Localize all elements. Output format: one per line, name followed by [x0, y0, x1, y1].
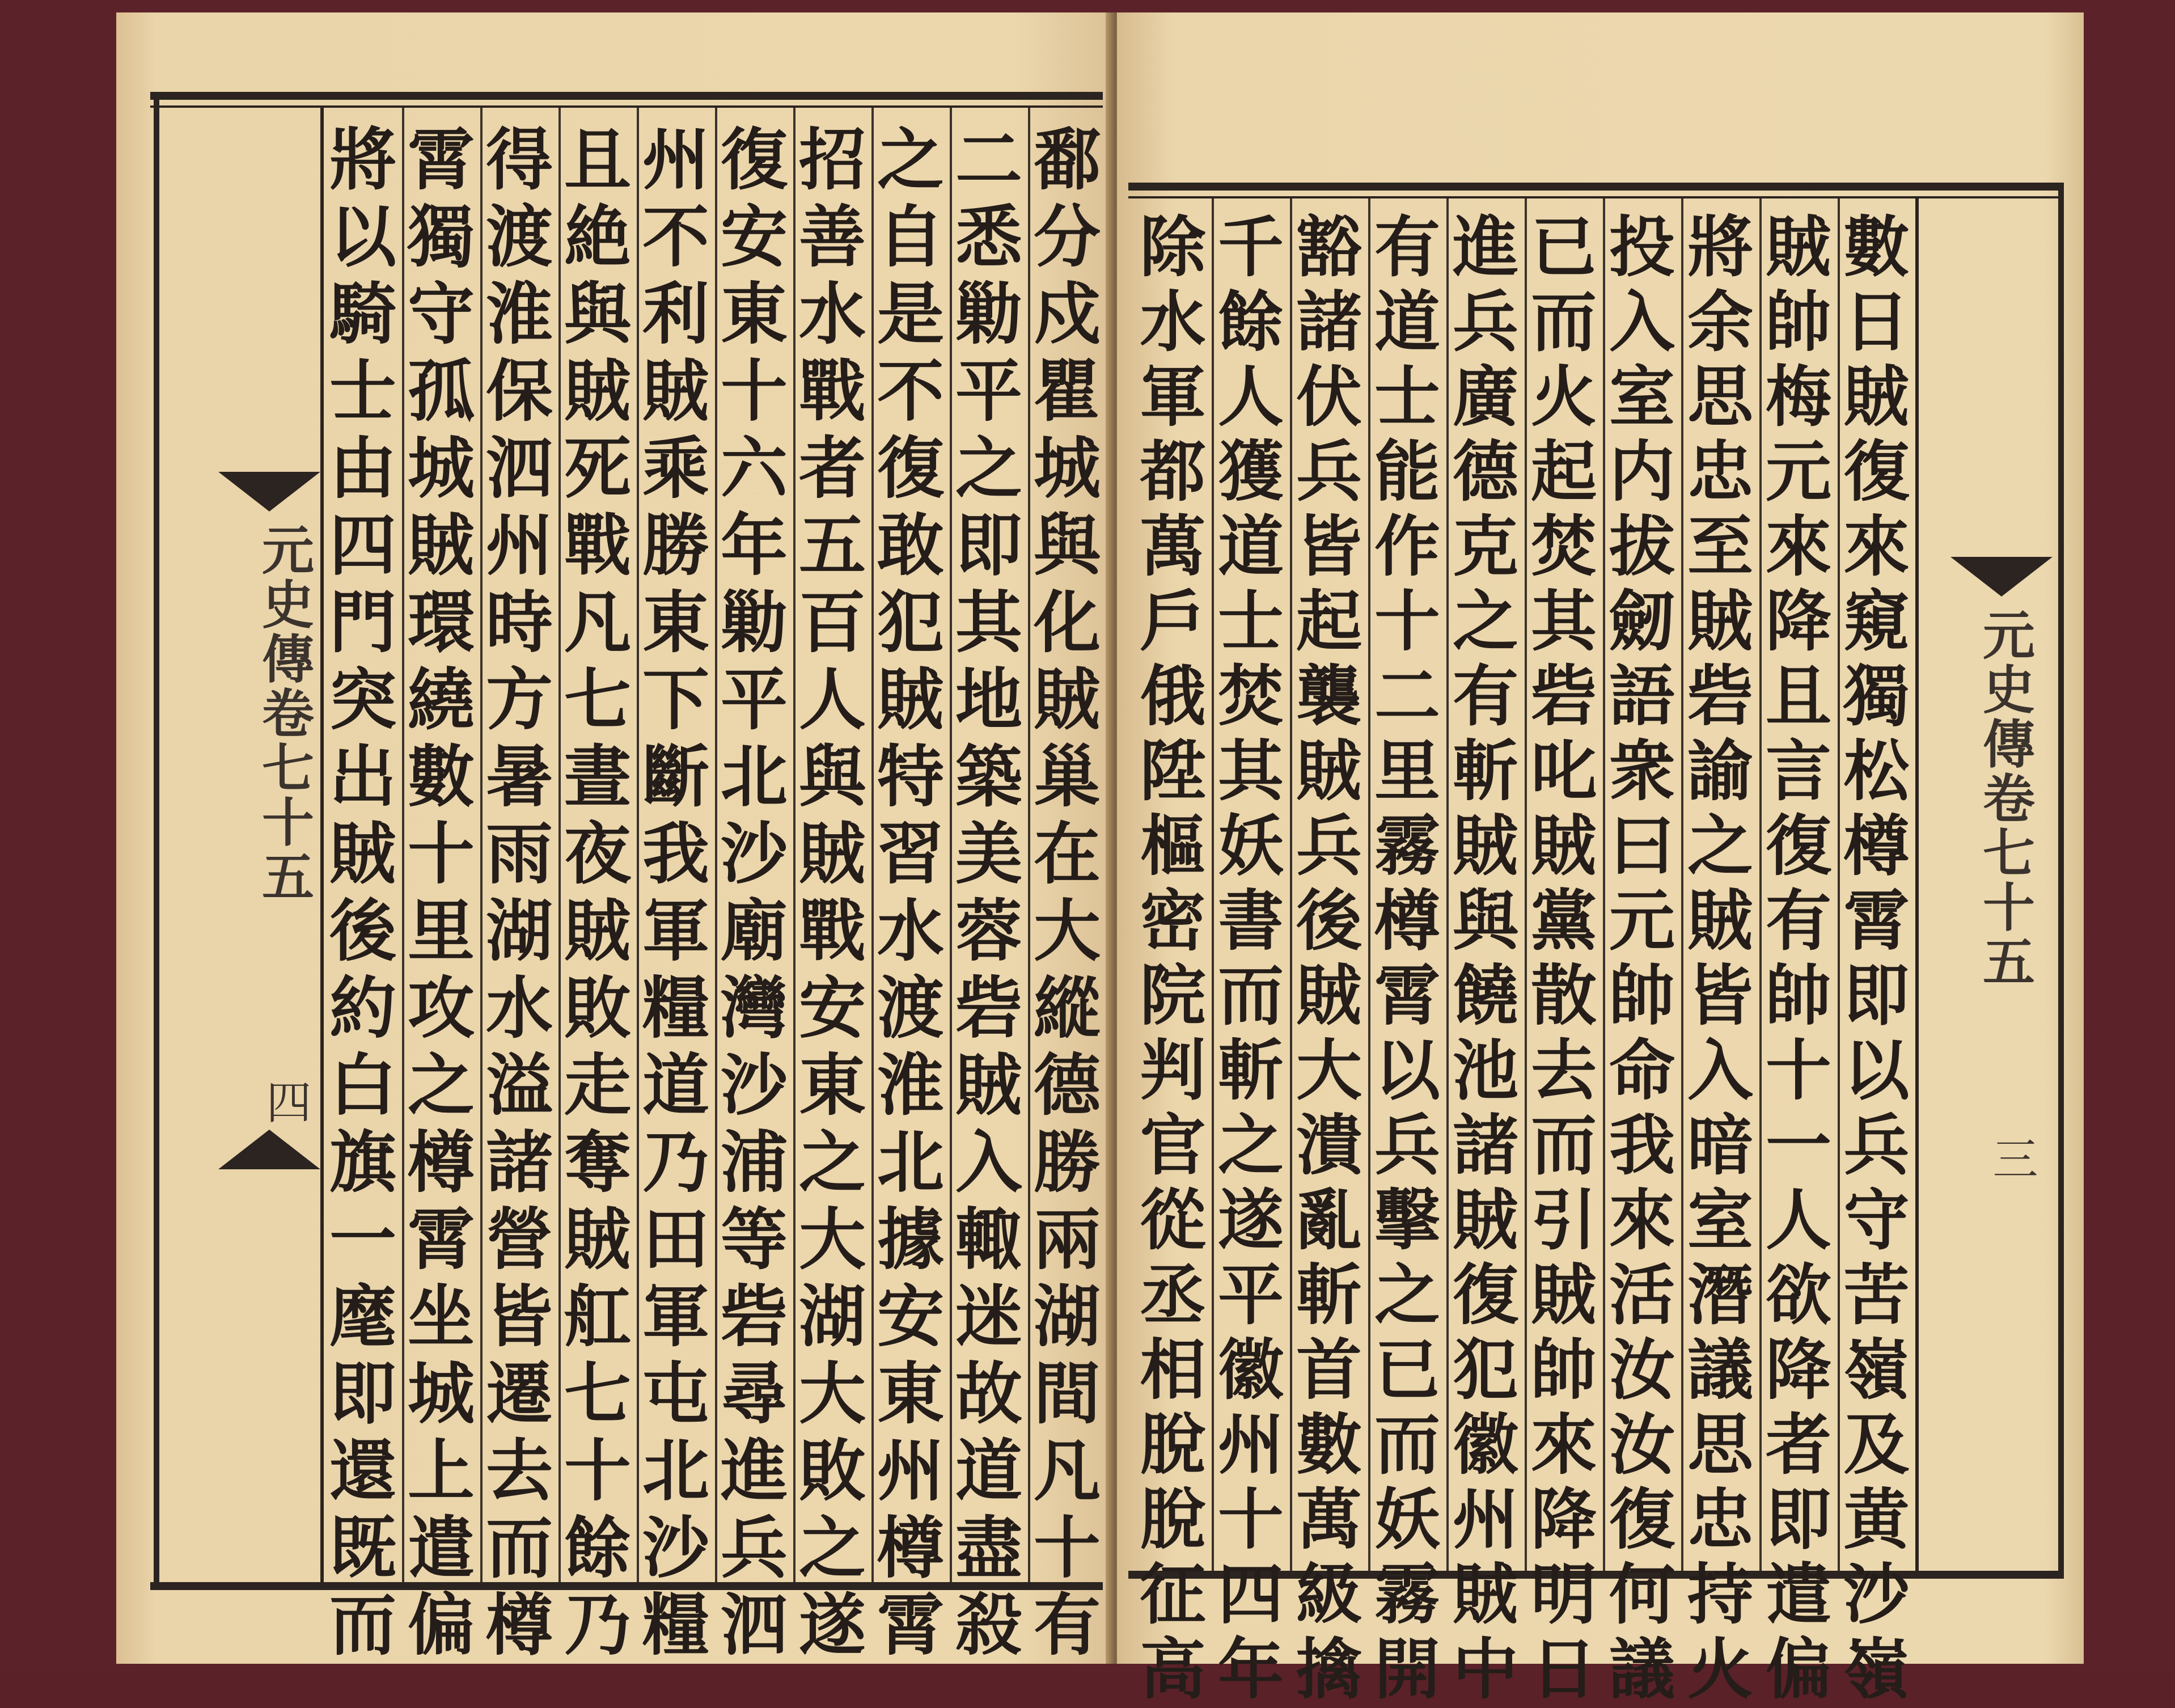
left-page — [116, 12, 1111, 1664]
left-column-2: 二 悉 勦 平 之 即 其 地 築 美 蓉 砦 賊 入 輙 迷 故 道 盡 殺 — [955, 120, 1022, 1664]
right-page — [1117, 12, 2084, 1708]
right-spine-page-number: 三 — [1985, 1135, 2038, 1181]
right-column-10: 除 水 軍 都 萬 戶 俄 陞 樞 密 院 判 官 從 丞 相 脫 脫 征 高 — [1140, 209, 1206, 1708]
left-left-rule — [154, 92, 159, 1589]
right-spine-title: 元史傳卷七十五 — [1974, 608, 2036, 989]
left-column-8: 得 渡 淮 保 泗 州 時 方 暑 雨 湖 水 溢 諸 營 皆 遷 去 而 樽 — [485, 120, 553, 1664]
left-column-5: 復 安 東 十 六 年 勦 平 北 沙 廟 灣 沙 浦 等 砦 尋 進 兵 泗 — [720, 120, 788, 1664]
right-column-2: 賊 帥 梅 元 來 降 且 言 復 有 帥 十 一 人 欲 降 者 即 遣 偏 — [1766, 209, 1831, 1708]
right-column-7: 有 道 士 能 作 十 二 里 霧 樽 霄 以 兵 擊 之 已 而 妖 霧 開 — [1374, 209, 1440, 1708]
right-fishtail-icon — [1950, 557, 2053, 597]
right-text-area — [1134, 198, 1915, 1708]
left-fishtail-icon — [218, 472, 320, 511]
right-column-9: 千 餘 人 獲 道 士 焚 其 妖 書 而 斬 之 遂 平 徽 州 十 四 年 — [1218, 209, 1284, 1708]
right-column-6: 進 兵 廣 德 克 之 有 斬 賊 與 饒 池 諸 賊 復 犯 徽 州 賊 中 — [1453, 209, 1518, 1708]
right-column-4: 投 入 室 内 拔 劒 語 衆 曰 元 帥 命 我 來 活 汝 汝 復 何 議 — [1609, 209, 1675, 1708]
left-column-1: 鄱 分 戍 瞿 城 與 化 賊 巢 在 大 縱 德 勝 兩 湖 間 凡 十 有 — [1033, 120, 1101, 1664]
left-column-10: 將 以 騎 士 由 四 門 突 出 賊 後 約 白 旗 一 麾 即 還 既 而 — [329, 120, 396, 1664]
right-column-3: 將 余 思 忠 至 賊 砦 諭 之 賊 皆 入 暗 室 潛 議 思 忠 持 火 — [1687, 209, 1753, 1708]
right-column-5: 已 而 火 起 焚 其 砦 叱 賊 黨 散 去 而 引 賊 帥 來 降 明 日 — [1531, 209, 1597, 1708]
right-inner-rule — [1915, 198, 1919, 1571]
left-top-rule — [150, 92, 1103, 100]
right-column-1: 數 日 賊 復 來 窺 獨 松 樽 霄 即 以 兵 守 苦 嶺 及 黄 沙 嶺 — [1843, 209, 1910, 1708]
left-column-9: 霄 獨 守 孤 城 賊 環 繞 數 十 里 攻 之 樽 霄 坐 城 上 遣 偏 — [407, 120, 475, 1664]
right-top-rule — [1128, 183, 2064, 191]
right-right-rule — [2058, 183, 2064, 1578]
left-fishtail-bottom-icon — [218, 1130, 320, 1169]
left-text-area — [324, 108, 1106, 1664]
open-book — [116, 12, 2084, 1708]
left-column-7: 且 絶 與 賊 死 戰 凡 七 晝 夜 賊 敗 走 奪 賊 舡 七 十 餘 乃 — [564, 120, 631, 1664]
right-column-8: 豁 諸 伏 兵 皆 起 襲 賊 兵 後 賊 大 潰 亂 斬 首 數 萬 級 擒 — [1296, 209, 1362, 1708]
left-spine-page-number: 四 — [259, 1079, 311, 1124]
left-column-3: 之 自 是 不 復 敢 犯 賊 特 習 水 渡 淮 北 據 安 東 州 樽 霄 — [877, 120, 944, 1664]
left-spine-title: 元史傳卷七十五 — [253, 523, 315, 904]
left-column-6: 州 不 利 賊 乘 勝 東 下 斷 我 軍 糧 道 乃 田 軍 屯 北 沙 糧 — [642, 120, 709, 1664]
left-column-4: 招 善 水 戰 者 五 百 人 與 賊 戰 安 東 之 大 湖 大 敗 之 遂 — [798, 120, 866, 1664]
